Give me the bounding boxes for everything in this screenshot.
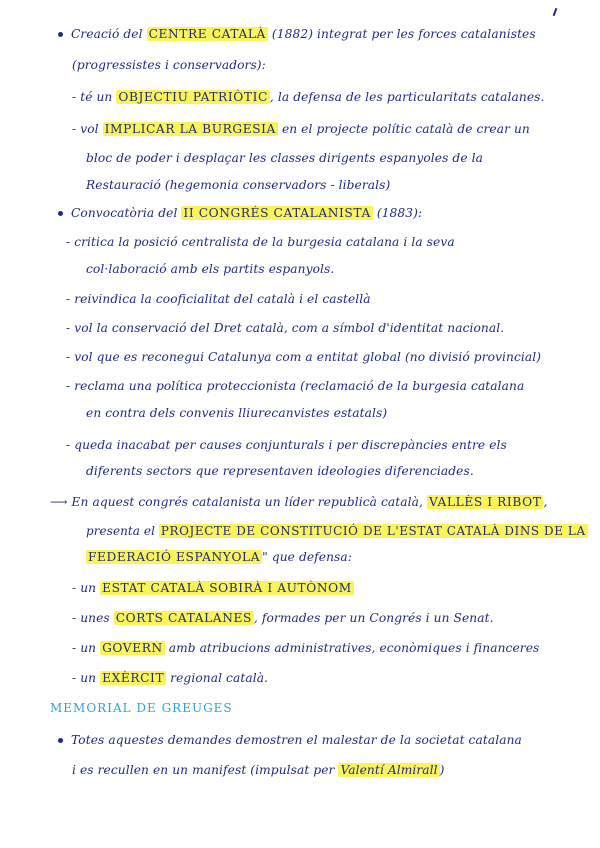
text: un — [80, 641, 101, 655]
list-item — [66, 320, 504, 336]
highlight: CORTS CATALANES — [115, 611, 252, 625]
highlight: FEDERACIÓ ESPANYOLA — [88, 550, 261, 564]
arrow-paragraph-cont — [86, 549, 352, 565]
text: , formades per un Congrés i un Senat. — [253, 611, 494, 625]
bullet-centre-catala — [58, 26, 536, 42]
dash: - — [72, 671, 81, 685]
bullet-dot — [58, 738, 63, 743]
dash: - — [66, 350, 75, 364]
text: , — [543, 495, 548, 509]
text: presenta el — [86, 524, 159, 538]
sub-item-objectiu — [72, 89, 544, 105]
bullet-dot — [58, 32, 63, 37]
arrow-paragraph-cont — [86, 523, 588, 539]
highlight: CENTRE CATALÀ — [148, 27, 266, 41]
list-item-cont: col·laboració amb els partits espanyols. — [86, 262, 335, 276]
text: un — [80, 581, 101, 595]
dash: - — [66, 438, 75, 452]
text: ) — [439, 763, 445, 777]
text: en el projecte polític català de crear un — [277, 122, 530, 136]
text: regional català. — [166, 671, 269, 685]
list-item — [66, 291, 371, 307]
list-item — [66, 378, 524, 394]
list-item-cont: diferents sectors que representaven ideologies diferenciades. — [86, 464, 474, 478]
dash: - — [66, 379, 75, 393]
highlight: ESTAT CATALÀ SOBIRÀ I AUTÒNOM — [102, 581, 352, 595]
dash: - — [66, 321, 75, 335]
section-heading: MEMORIAL DE GREUGES — [50, 701, 233, 715]
dash: - — [72, 611, 81, 625]
text: i es recullen en un manifest (impulsat per — [72, 763, 339, 777]
arrow-icon: ⟶ — [50, 495, 72, 509]
arrow-paragraph — [50, 494, 547, 510]
bullet-centre-catala-cont: (progressistes i conservadors): — [72, 58, 266, 72]
highlight: GOVERN — [102, 641, 163, 655]
bullet-congres — [58, 205, 422, 221]
text: amb atribucions administratives, econòmiques i financeres — [164, 641, 540, 655]
text: un — [80, 671, 101, 685]
text: Convocatòria del — [71, 206, 182, 220]
highlight: VALLÈS I RIBOT — [428, 495, 542, 509]
highlight: Valentí Almirall — [340, 763, 438, 777]
list-item — [72, 580, 354, 596]
highlight: PROJECTE DE CONSTITUCIÓ DE L'ESTAT CATALÀ DINS DE LA — [160, 524, 586, 538]
sub-item-burgesia-cont: Restauració (hegemonia conservadors - liberals) — [86, 178, 391, 192]
text: vol — [80, 122, 103, 136]
list-item-cont: en contra dels convenis lliurecanvistes estatals) — [86, 406, 388, 420]
text: reclama una política proteccionista (reclamació de la burgesia catalana — [74, 379, 525, 393]
text: (1882) integrat per les forces catalanistes — [267, 27, 536, 41]
highlight: OBJECTIU PATRIÒTIC — [118, 90, 268, 104]
sub-item-burgesia — [72, 121, 530, 137]
list-item — [66, 349, 541, 365]
dash: - — [72, 581, 81, 595]
text: (1883): — [372, 206, 423, 220]
text: En aquest congrés catalanista un líder republicà català, — [71, 495, 427, 509]
list-item — [66, 437, 507, 453]
highlight: IMPLICAR LA BURGESIA — [104, 122, 276, 136]
text: " que defensa: — [262, 550, 352, 564]
dash: - — [66, 235, 75, 249]
bullet-memorial — [58, 732, 522, 748]
text: Totes aquestes demandes demostren el malestar de la societat catalana — [71, 733, 522, 747]
text: , la defensa de les particularitats catalanes. — [269, 90, 545, 104]
text: vol que es reconegui Catalunya com a entitat global (no divisió provincial) — [74, 350, 542, 364]
bullet-memorial-cont — [72, 762, 445, 778]
text: té un — [80, 90, 117, 104]
dash: - — [66, 292, 75, 306]
list-item — [72, 640, 539, 656]
text: unes — [80, 611, 114, 625]
pen-mark — [553, 8, 558, 16]
highlight: EXÈRCIT — [102, 671, 165, 685]
dash: - — [72, 122, 81, 136]
text: reivindica la cooficialitat del català i el castellà — [74, 292, 371, 306]
list-item — [72, 610, 494, 626]
bullet-dot — [58, 211, 63, 216]
dash: - — [72, 90, 81, 104]
list-item — [72, 670, 268, 686]
text: Creació del — [71, 27, 147, 41]
dash: - — [72, 641, 81, 655]
list-item — [66, 234, 455, 250]
highlight: II CONGRÉS CATALANISTA — [183, 206, 371, 220]
text: vol la conservació del Dret català, com a símbol d'identitat nacional. — [74, 321, 505, 335]
text: critica la posició centralista de la burgesia catalana i la seva — [74, 235, 455, 249]
sub-item-burgesia-cont: bloc de poder i desplaçar les classes dirigents espanyoles de la — [86, 151, 483, 165]
text: queda inacabat per causes conjunturals i per discrepàncies entre els — [74, 438, 507, 452]
